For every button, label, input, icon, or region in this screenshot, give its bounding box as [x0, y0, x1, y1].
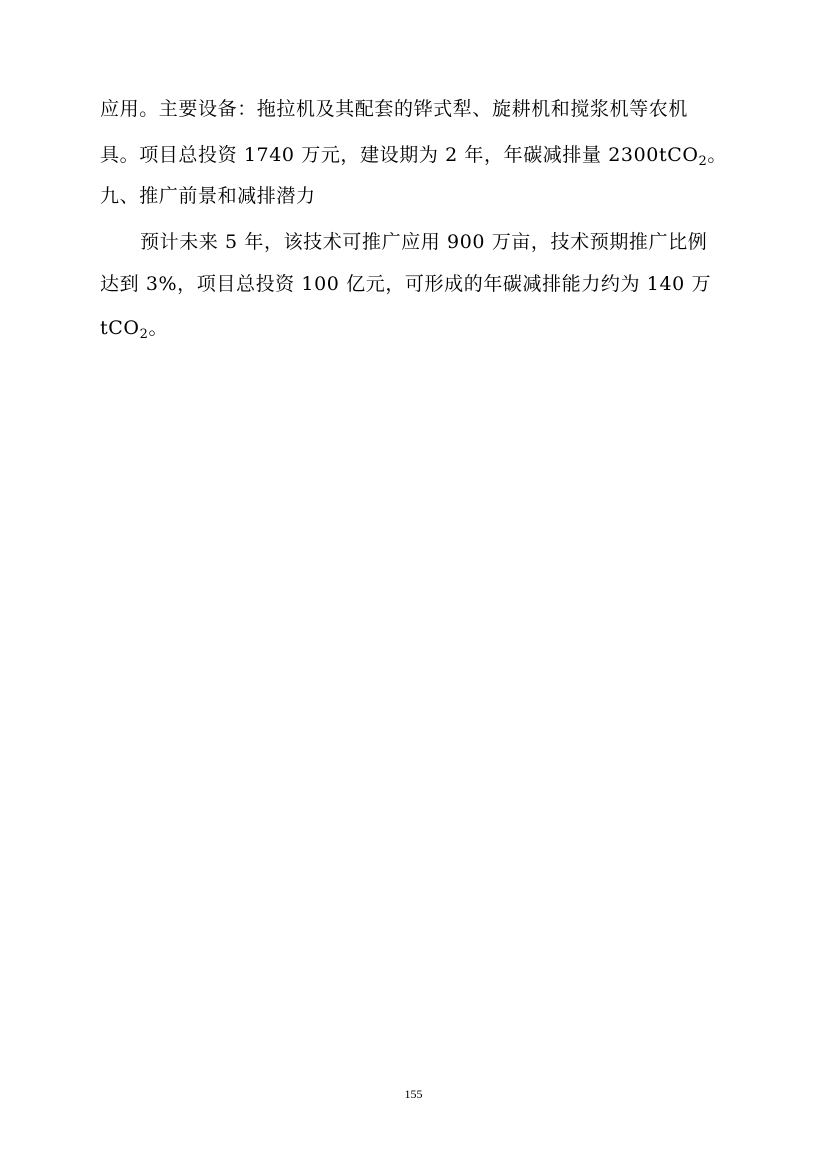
paragraph-line	[100, 314, 168, 342]
paragraph-line	[100, 141, 727, 169]
section-heading	[100, 182, 316, 210]
paragraph-text: 达到 3%，项目总投资 100 亿元，可形成的年碳减排能力约为 140 万	[100, 273, 712, 295]
subscript-text: 2	[698, 154, 708, 169]
paragraph-line	[140, 228, 707, 256]
subscript-text: 2	[139, 327, 149, 342]
punctuation-text: 。	[707, 144, 728, 166]
punctuation-text: 。	[148, 317, 169, 339]
paragraph-line	[100, 270, 711, 298]
paragraph-text: 具。项目总投资 1740 万元，建设期为 2 年，年碳减排量 2300tCO	[100, 144, 699, 166]
paragraph-line	[100, 95, 688, 123]
paragraph-text: 预计未来 5 年，该技术可推广应用 900 万亩，技术预期推广比例	[140, 231, 708, 253]
paragraph-text: 应用。主要设备：拖拉机及其配套的铧式犁、旋耕机和搅浆机等农机	[100, 98, 689, 120]
section-heading-text: 九、推广前景和减排潜力	[100, 185, 316, 207]
paragraph-text: tCO	[100, 317, 140, 339]
page-number: 155	[404, 1087, 423, 1101]
